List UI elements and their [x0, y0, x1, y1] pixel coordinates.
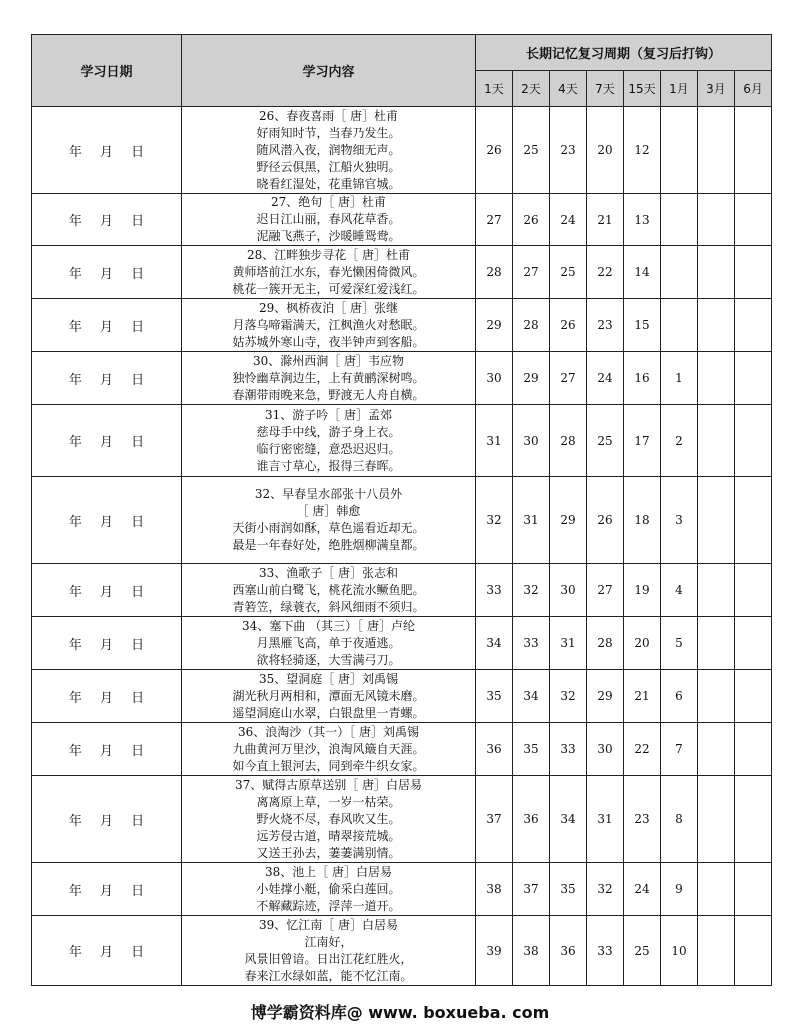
review-check-cell[interactable]: 30 [587, 723, 624, 776]
poem-line: 春来江水绿如蓝，能不忆江南。 [244, 968, 413, 983]
review-check-cell[interactable]: 39 [476, 916, 513, 986]
review-check-cell[interactable] [735, 564, 772, 617]
poem-line: 青箬笠，绿蓑衣，斜风细雨不须归。 [232, 599, 425, 614]
study-date-cell[interactable]: 年 月 日 [32, 916, 182, 986]
review-check-cell[interactable] [698, 352, 735, 405]
poem-line: 黄师塔前江水东，春光懒困倚微风。 [232, 264, 425, 279]
review-check-cell[interactable]: 10 [661, 916, 698, 986]
study-date-cell[interactable]: 年 月 日 [32, 477, 182, 564]
review-day-header: 1天 [476, 71, 513, 107]
review-check-cell[interactable] [735, 916, 772, 986]
review-check-cell[interactable]: 33 [550, 723, 587, 776]
review-check-cell[interactable] [698, 405, 735, 477]
review-check-cell[interactable] [735, 617, 772, 670]
review-check-cell[interactable]: 32 [587, 863, 624, 916]
review-check-cell[interactable]: 36 [550, 916, 587, 986]
review-check-cell[interactable]: 13 [624, 194, 661, 246]
poem-content-cell [182, 299, 476, 352]
poem-title: 29、枫桥夜泊［ 唐］张继 [258, 300, 399, 315]
review-check-cell[interactable]: 24 [624, 863, 661, 916]
poem-title: 26、春夜喜雨［ 唐］杜甫 [258, 108, 399, 123]
poem-content-cell [182, 246, 476, 299]
review-check-cell[interactable]: 32 [476, 477, 513, 564]
poem-line: 欲将轻骑逐，大雪满弓刀。 [256, 652, 401, 667]
review-check-cell[interactable]: 30 [476, 352, 513, 405]
review-check-cell[interactable]: 8 [661, 776, 698, 863]
review-check-cell[interactable] [661, 246, 698, 299]
review-day-header: 6月 [735, 71, 772, 107]
poem-title: 34、塞下曲 （其三）［ 唐］卢纶 [242, 618, 415, 633]
poem-line: 迟日江山丽，春风花草香。 [256, 212, 401, 226]
review-check-cell[interactable]: 20 [624, 617, 661, 670]
poem-line: 野径云俱黑，江船火独明。 [256, 159, 401, 174]
review-check-cell[interactable]: 3 [661, 477, 698, 564]
table-row [32, 776, 772, 863]
study-date-cell[interactable]: 年 月 日 [32, 107, 182, 194]
review-check-cell[interactable]: 1 [661, 352, 698, 405]
poem-content-cell [182, 477, 476, 564]
study-date-cell[interactable]: 年 月 日 [32, 723, 182, 776]
review-check-cell[interactable] [698, 194, 735, 246]
review-check-cell[interactable]: 24 [550, 194, 587, 246]
review-check-cell[interactable]: 29 [587, 670, 624, 723]
review-check-cell[interactable] [735, 246, 772, 299]
review-day-header: 3月 [698, 71, 735, 107]
table-row [32, 194, 772, 246]
table-row [32, 916, 772, 986]
poem-content-cell [182, 352, 476, 405]
review-check-cell[interactable]: 9 [661, 863, 698, 916]
footer-watermark: 博学霸资料库@ www. boxueba. com [250, 1003, 550, 1022]
review-check-cell[interactable] [698, 246, 735, 299]
review-check-cell[interactable] [735, 194, 772, 246]
table-row [32, 477, 772, 564]
review-check-cell[interactable]: 24 [587, 352, 624, 405]
poem-line: 春潮带雨晚来急，野渡无人舟自横。 [232, 387, 425, 402]
table-row [32, 405, 772, 477]
poem-title: 30、滁州西涧［ 唐］韦应物 [252, 353, 405, 368]
review-check-cell[interactable]: 23 [624, 776, 661, 863]
table-row [32, 670, 772, 723]
table-row [32, 299, 772, 352]
poem-line: 又送王孙去，萋萋满别情。 [256, 845, 401, 860]
review-check-cell[interactable]: 23 [550, 107, 587, 194]
table-row [32, 352, 772, 405]
poem-content-cell [182, 617, 476, 670]
poem-content-cell [182, 723, 476, 776]
poem-content-cell [182, 916, 476, 986]
review-check-cell[interactable]: 33 [513, 617, 550, 670]
review-check-cell[interactable] [698, 299, 735, 352]
study-date-cell[interactable]: 年 月 日 [32, 776, 182, 863]
poem-line: 九曲黄河万里沙，浪淘风簸自天涯。 [232, 741, 425, 756]
poem-line: 晓看红湿处，花重锦官城。 [256, 176, 401, 191]
review-check-cell[interactable] [661, 194, 698, 246]
poem-line: 最是一年春好处，绝胜烟柳满皇都。 [232, 538, 425, 552]
date-column-header: 学习日期 [32, 35, 182, 107]
review-check-cell[interactable]: 22 [587, 246, 624, 299]
review-check-cell[interactable]: 29 [513, 352, 550, 405]
study-date-cell[interactable]: 年 月 日 [32, 194, 182, 246]
review-check-cell[interactable]: 27 [587, 564, 624, 617]
review-check-cell[interactable] [735, 107, 772, 194]
study-date-cell[interactable]: 年 月 日 [32, 246, 182, 299]
poem-line: 西塞山前白鹭飞，桃花流水鳜鱼肥。 [232, 582, 425, 597]
review-check-cell[interactable]: 28 [550, 405, 587, 477]
review-check-cell[interactable]: 21 [624, 670, 661, 723]
poem-title: 27、绝句［ 唐］杜甫 [270, 195, 387, 209]
review-check-cell[interactable]: 35 [550, 863, 587, 916]
review-check-cell[interactable] [735, 723, 772, 776]
poem-line: 不解藏踪迹，浮萍一道开。 [256, 898, 401, 913]
poem-line: 桃花一簇开无主，可爱深红爱浅红。 [232, 281, 425, 296]
review-check-cell[interactable]: 15 [624, 299, 661, 352]
review-check-cell[interactable]: 23 [587, 299, 624, 352]
poem-title: 28、江畔独步寻花［ 唐］杜甫 [246, 247, 411, 262]
review-schedule-table [31, 34, 772, 986]
review-check-cell[interactable]: 31 [513, 477, 550, 564]
review-check-cell[interactable]: 4 [661, 564, 698, 617]
review-check-cell[interactable] [698, 863, 735, 916]
review-day-header: 7天 [587, 71, 624, 107]
review-check-cell[interactable]: 25 [587, 405, 624, 477]
poem-line: 如今直上银河去，同到牵牛织女家。 [232, 758, 425, 773]
study-date-cell[interactable]: 年 月 日 [32, 670, 182, 723]
review-cycle-header: 长期记忆复习周期（复习后打钩） [476, 35, 772, 71]
review-check-cell[interactable]: 7 [661, 723, 698, 776]
poem-content-cell [182, 107, 476, 194]
study-date-cell[interactable]: 年 月 日 [32, 352, 182, 405]
review-check-cell[interactable]: 38 [476, 863, 513, 916]
poem-line: 远芳侵古道，晴翠接荒城。 [256, 828, 401, 843]
review-check-cell[interactable]: 22 [624, 723, 661, 776]
review-check-cell[interactable] [698, 670, 735, 723]
review-check-cell[interactable] [698, 107, 735, 194]
review-check-cell[interactable]: 27 [550, 352, 587, 405]
poem-content-cell [182, 194, 476, 246]
poem-title: 36、浪淘沙（其一）［ 唐］刘禹锡 [237, 724, 420, 739]
review-check-cell[interactable]: 32 [550, 670, 587, 723]
poem-title: 32、早春呈水部张十八员外 [254, 487, 403, 501]
review-check-cell[interactable] [735, 299, 772, 352]
table-row [32, 246, 772, 299]
review-check-cell[interactable]: 37 [476, 776, 513, 863]
review-check-cell[interactable] [735, 352, 772, 405]
poem-title: 39、忆江南［ 唐］白居易 [258, 917, 399, 932]
review-check-cell[interactable] [698, 776, 735, 863]
review-check-cell[interactable]: 29 [476, 299, 513, 352]
poem-line: 遥望洞庭山水翠，白银盘里一青螺。 [232, 705, 425, 720]
review-check-cell[interactable]: 31 [587, 776, 624, 863]
review-check-cell[interactable]: 26 [513, 194, 550, 246]
review-check-cell[interactable]: 27 [476, 194, 513, 246]
review-check-cell[interactable]: 25 [550, 246, 587, 299]
review-check-cell[interactable] [698, 477, 735, 564]
review-day-header: 1月 [661, 71, 698, 107]
review-check-cell[interactable]: 28 [513, 299, 550, 352]
review-check-cell[interactable]: 18 [624, 477, 661, 564]
review-check-cell[interactable]: 26 [587, 477, 624, 564]
review-check-cell[interactable]: 19 [624, 564, 661, 617]
review-check-cell[interactable]: 25 [624, 916, 661, 986]
poem-line: 姑苏城外寒山寺，夜半钟声到客船。 [232, 334, 425, 349]
review-check-cell[interactable] [735, 477, 772, 564]
review-check-cell[interactable]: 2 [661, 405, 698, 477]
poem-content-cell [182, 405, 476, 477]
review-check-cell[interactable]: 28 [587, 617, 624, 670]
review-check-cell[interactable]: 34 [476, 617, 513, 670]
review-check-cell[interactable]: 35 [476, 670, 513, 723]
review-check-cell[interactable] [698, 723, 735, 776]
review-check-cell[interactable]: 16 [624, 352, 661, 405]
review-check-cell[interactable]: 30 [513, 405, 550, 477]
poem-line: 好雨知时节，当春乃发生。 [256, 125, 401, 140]
review-check-cell[interactable] [735, 405, 772, 477]
review-check-cell[interactable]: 34 [550, 776, 587, 863]
review-check-cell[interactable]: 30 [550, 564, 587, 617]
review-check-cell[interactable]: 27 [513, 246, 550, 299]
review-check-cell[interactable]: 25 [513, 107, 550, 194]
poem-line: 湖光秋月两相和，潭面无风镜未磨。 [232, 688, 425, 703]
poem-line: 离离原上草，一岁一枯荣。 [256, 794, 401, 809]
poem-line: 小娃撑小艇，偷采白莲回。 [256, 881, 401, 896]
table-row [32, 863, 772, 916]
poem-line: 野火烧不尽，春风吹又生。 [256, 811, 401, 826]
review-check-cell[interactable]: 6 [661, 670, 698, 723]
review-check-cell[interactable]: 31 [476, 405, 513, 477]
review-check-cell[interactable] [661, 299, 698, 352]
review-check-cell[interactable]: 14 [624, 246, 661, 299]
review-check-cell[interactable]: 26 [476, 107, 513, 194]
poem-line: ［ 唐］韩愈 [296, 504, 361, 518]
table-row [32, 617, 772, 670]
poem-line: 江南好， [304, 934, 353, 949]
review-check-cell[interactable]: 36 [513, 776, 550, 863]
poem-title: 31、游子吟［ 唐］孟郊 [264, 407, 393, 422]
review-check-cell[interactable] [735, 863, 772, 916]
review-check-cell[interactable]: 36 [476, 723, 513, 776]
review-check-cell[interactable] [698, 916, 735, 986]
poem-line: 月落乌啼霜满天，江枫渔火对愁眠。 [232, 317, 425, 332]
review-check-cell[interactable]: 35 [513, 723, 550, 776]
poem-title: 38、池上［ 唐］白居易 [264, 864, 393, 879]
study-date-cell[interactable]: 年 月 日 [32, 564, 182, 617]
review-check-cell[interactable] [735, 776, 772, 863]
study-date-cell[interactable]: 年 月 日 [32, 617, 182, 670]
poem-line: 慈母手中线，游子身上衣。 [256, 424, 401, 439]
study-date-cell[interactable]: 年 月 日 [32, 863, 182, 916]
review-day-header: 2天 [513, 71, 550, 107]
review-check-cell[interactable]: 38 [513, 916, 550, 986]
table-row [32, 564, 772, 617]
table-row [32, 107, 772, 194]
review-check-cell[interactable]: 28 [476, 246, 513, 299]
review-check-cell[interactable]: 31 [550, 617, 587, 670]
review-check-cell[interactable]: 17 [624, 405, 661, 477]
study-date-cell[interactable]: 年 月 日 [32, 299, 182, 352]
table-row [32, 723, 772, 776]
poem-title: 35、望洞庭［ 唐］刘禹锡 [258, 671, 399, 686]
poem-line: 月黑雁飞高，单于夜遁逃。 [256, 635, 401, 650]
review-check-cell[interactable]: 37 [513, 863, 550, 916]
review-check-cell[interactable]: 34 [513, 670, 550, 723]
poem-content-cell [182, 670, 476, 723]
poem-line: 天街小雨润如酥，草色遥看近却无。 [232, 521, 425, 535]
poem-content-cell [182, 863, 476, 916]
poem-line: 风景旧曾谙。日出江花红胜火， [244, 951, 413, 966]
poem-line: 随风潜入夜，润物细无声。 [256, 142, 401, 157]
review-check-cell[interactable]: 21 [587, 194, 624, 246]
review-check-cell[interactable] [735, 670, 772, 723]
review-check-cell[interactable]: 32 [513, 564, 550, 617]
review-check-cell[interactable] [698, 617, 735, 670]
review-check-cell[interactable] [661, 107, 698, 194]
poem-line: 泥融飞燕子，沙暖睡鸳鸯。 [256, 229, 401, 243]
review-check-cell[interactable]: 33 [587, 916, 624, 986]
poem-line: 独怜幽草涧边生，上有黄鹂深树鸣。 [232, 370, 425, 385]
review-check-cell[interactable]: 26 [550, 299, 587, 352]
poem-line: 临行密密缝，意恐迟迟归。 [256, 441, 401, 456]
review-check-cell[interactable]: 12 [624, 107, 661, 194]
poem-content-cell [182, 564, 476, 617]
content-column-header: 学习内容 [182, 35, 476, 107]
review-check-cell[interactable]: 5 [661, 617, 698, 670]
review-check-cell[interactable] [698, 564, 735, 617]
poem-content-cell [182, 776, 476, 863]
review-check-cell[interactable]: 33 [476, 564, 513, 617]
review-check-cell[interactable]: 29 [550, 477, 587, 564]
review-day-header: 4天 [550, 71, 587, 107]
review-check-cell[interactable]: 20 [587, 107, 624, 194]
poem-title: 37、赋得古原草送别［ 唐］白居易 [234, 777, 423, 792]
study-date-cell[interactable]: 年 月 日 [32, 405, 182, 477]
poem-line: 谁言寸草心，报得三春晖。 [256, 458, 401, 473]
poem-title: 33、渔歌子［ 唐］张志和 [258, 565, 399, 580]
review-day-header: 15天 [624, 71, 661, 107]
